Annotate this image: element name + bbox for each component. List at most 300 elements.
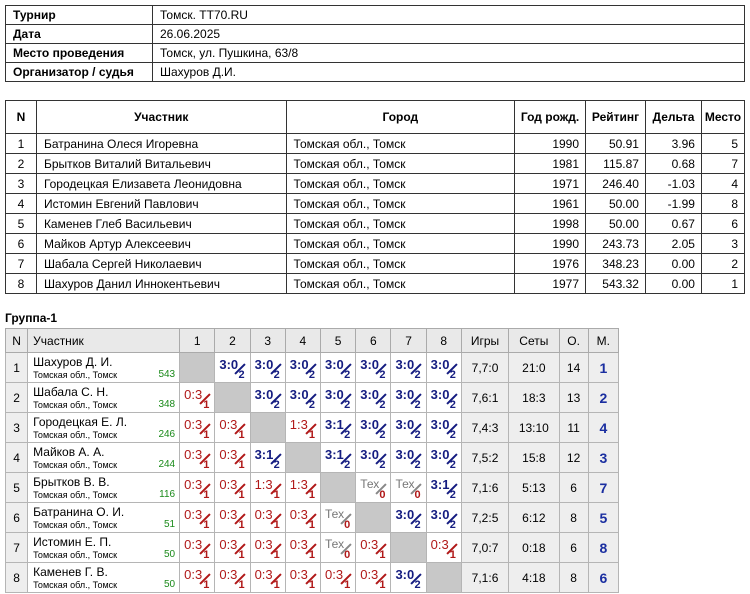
match-points: 0 [344, 519, 351, 531]
match-cell[interactable] [426, 473, 461, 503]
match-points: 2 [344, 459, 351, 471]
match-cell[interactable] [356, 443, 391, 473]
cross-row [6, 503, 619, 533]
cross-points: 6 [559, 533, 588, 563]
match-points: 1 [308, 519, 315, 531]
match-points: 1 [308, 579, 315, 591]
match-result: Тех [360, 477, 380, 491]
cross-player-rating: 50 [164, 549, 176, 560]
cross-sets: 13:10 [509, 413, 559, 443]
match-points: 1 [203, 399, 210, 411]
match-points: 1 [273, 579, 280, 591]
cross-row-number: 5 [6, 473, 28, 503]
match-result: 3:0 [430, 417, 450, 432]
match-cell[interactable] [356, 473, 391, 503]
match-result: 0:3 [219, 417, 238, 432]
match-points: 2 [273, 369, 280, 381]
match-cell[interactable] [285, 473, 320, 503]
match-score [391, 443, 425, 472]
players-cell: Томская обл., Томск [286, 194, 515, 214]
match-points: 1 [238, 459, 245, 471]
match-score [391, 503, 425, 532]
match-cell[interactable] [321, 503, 356, 533]
players-cell: 5 [701, 134, 744, 154]
match-score [251, 353, 285, 382]
cross-row-number: 7 [6, 533, 28, 563]
match-cell[interactable] [426, 353, 461, 383]
match-points: 2 [273, 399, 280, 411]
match-cell[interactable] [285, 383, 320, 413]
match-score [286, 473, 320, 502]
match-cell[interactable] [356, 533, 391, 563]
group-title: Группа-1 [5, 311, 58, 325]
match-cell[interactable] [180, 563, 215, 593]
cross-header-col: 4 [285, 329, 320, 353]
players-cell: 1977 [515, 274, 586, 294]
players-cell: 6 [701, 214, 744, 234]
cross-place: 2 [588, 383, 618, 413]
match-cell[interactable] [426, 413, 461, 443]
match-result: 3:0 [430, 357, 450, 372]
match-score [321, 533, 355, 562]
match-points: 2 [273, 459, 280, 471]
match-cell[interactable] [180, 443, 215, 473]
match-points: 1 [203, 459, 210, 471]
match-score [286, 413, 320, 442]
info-row [6, 63, 745, 82]
match-cell[interactable] [285, 533, 320, 563]
cross-player-name: Шахуров Д. И. [33, 355, 113, 369]
match-cell[interactable] [250, 563, 285, 593]
match-result: 0:3 [289, 507, 308, 522]
players-cell: Майков Артур Алексеевич [36, 234, 286, 254]
match-cell[interactable] [356, 413, 391, 443]
cross-player-rating: 116 [159, 489, 176, 500]
cross-row-number: 1 [6, 353, 28, 383]
match-result: 3:0 [395, 357, 415, 372]
players-cell: -1.03 [645, 174, 701, 194]
match-cell[interactable] [391, 503, 426, 533]
match-cell[interactable] [426, 533, 461, 563]
match-score [356, 353, 390, 382]
cross-diagonal [180, 353, 215, 383]
match-score [427, 533, 461, 562]
cross-points: 14 [559, 353, 588, 383]
match-cell[interactable] [215, 533, 250, 563]
cross-row [6, 353, 619, 383]
match-result: Тех [395, 477, 415, 491]
match-points: 1 [203, 429, 210, 441]
match-score [321, 443, 355, 472]
match-score [427, 353, 461, 382]
match-result: 3:0 [395, 447, 415, 462]
match-points: 2 [238, 369, 245, 381]
cross-sets: 18:3 [509, 383, 559, 413]
match-cell[interactable] [321, 563, 356, 593]
match-score [321, 563, 355, 592]
match-cell[interactable] [391, 353, 426, 383]
cross-row-number: 2 [6, 383, 28, 413]
match-cell[interactable] [426, 443, 461, 473]
crosstable [5, 328, 619, 593]
match-result: 3:0 [395, 567, 415, 582]
match-score [215, 413, 249, 442]
match-score [180, 533, 214, 562]
match-cell[interactable] [250, 353, 285, 383]
match-points: 2 [449, 429, 456, 441]
players-header: Место [701, 101, 744, 134]
players-cell: 0.68 [645, 154, 701, 174]
match-points: 2 [449, 489, 456, 501]
match-result: 3:0 [430, 507, 450, 522]
players-cell: 1 [701, 274, 744, 294]
match-result: 1:3 [289, 477, 308, 492]
match-result: 3:0 [289, 387, 309, 402]
cross-header-col: 5 [321, 329, 356, 353]
tournament-info-table [5, 5, 745, 82]
match-cell[interactable] [250, 473, 285, 503]
match-cell[interactable] [180, 533, 215, 563]
players-row [6, 254, 745, 274]
match-result: 0:3 [430, 537, 449, 552]
match-result: 0:3 [254, 507, 273, 522]
players-header: Год рожд. [515, 101, 586, 134]
cross-player-city: Томская обл., Томск [33, 520, 118, 530]
cross-sets: 4:18 [509, 563, 559, 593]
match-score [286, 353, 320, 382]
match-score [391, 473, 425, 502]
cross-row [6, 533, 619, 563]
match-cell[interactable] [215, 353, 250, 383]
cross-points: 13 [559, 383, 588, 413]
match-result: 3:0 [360, 417, 380, 432]
match-result: 0:3 [219, 567, 238, 582]
match-cell[interactable] [180, 413, 215, 443]
cross-player-rating: 246 [158, 429, 176, 440]
match-score [251, 503, 285, 532]
match-cell[interactable] [285, 353, 320, 383]
cross-row [6, 383, 619, 413]
match-score [286, 383, 320, 412]
players-cell: 1981 [515, 154, 586, 174]
match-points: 2 [308, 399, 315, 411]
match-points: 0 [379, 489, 386, 501]
players-cell: 7 [701, 154, 744, 174]
players-row [6, 274, 745, 294]
cross-diagonal [285, 443, 320, 473]
info-value: Томск. TT70.RU [153, 6, 745, 25]
cross-sets: 6:12 [509, 503, 559, 533]
match-points: 1 [238, 429, 245, 441]
match-result: 3:0 [289, 357, 309, 372]
cross-player-name: Шабала С. Н. [33, 385, 109, 399]
info-value: 26.06.2025 [153, 25, 745, 44]
match-result: 3:0 [430, 447, 450, 462]
match-result: 3:0 [219, 357, 239, 372]
players-header: N [6, 101, 37, 134]
match-points: 1 [379, 549, 386, 561]
cross-header-n: N [6, 329, 28, 353]
cross-row [6, 443, 619, 473]
cross-player [28, 503, 180, 533]
players-row [6, 194, 745, 214]
participants-table [5, 100, 745, 294]
match-result: 3:0 [254, 357, 274, 372]
match-cell[interactable] [356, 353, 391, 383]
cross-games: 7,4:3 [461, 413, 508, 443]
match-result: 0:3 [184, 417, 203, 432]
match-points: 1 [308, 549, 315, 561]
match-score [286, 533, 320, 562]
match-points: 1 [203, 549, 210, 561]
match-score [215, 563, 249, 592]
cross-header-col: 6 [356, 329, 391, 353]
cross-place: 5 [588, 503, 618, 533]
cross-place: 4 [588, 413, 618, 443]
players-cell: 1990 [515, 234, 586, 254]
cross-diagonal [356, 503, 391, 533]
cross-header-name: Участник [28, 329, 180, 353]
match-score [215, 503, 249, 532]
players-cell: 3 [701, 234, 744, 254]
match-cell[interactable] [180, 383, 215, 413]
cross-games: 7,7:0 [461, 353, 508, 383]
match-result: 3:0 [395, 507, 415, 522]
cross-player-city: Томская обл., Томск [33, 580, 118, 590]
match-score [215, 443, 249, 472]
cross-header-points: О. [559, 329, 588, 353]
match-points: 1 [203, 579, 210, 591]
cross-sets: 21:0 [509, 353, 559, 383]
players-header: Дельта [645, 101, 701, 134]
cross-diagonal [391, 533, 426, 563]
match-result: 0:3 [219, 477, 238, 492]
cross-player-name: Истомин Е. П. [33, 535, 112, 549]
match-points: 2 [308, 369, 315, 381]
cross-header-col: 2 [215, 329, 250, 353]
match-cell[interactable] [215, 413, 250, 443]
match-cell[interactable] [321, 353, 356, 383]
players-cell: Томская обл., Томск [286, 254, 515, 274]
cross-player-city: Томская обл., Томск [33, 400, 118, 410]
players-row [6, 134, 745, 154]
match-result: 0:3 [325, 567, 344, 582]
match-cell[interactable] [356, 563, 391, 593]
match-result: 1:3 [289, 417, 308, 432]
match-cell[interactable] [356, 383, 391, 413]
match-cell[interactable] [426, 383, 461, 413]
players-cell: 1961 [515, 194, 586, 214]
cross-player [28, 473, 180, 503]
match-cell[interactable] [321, 443, 356, 473]
match-points: 2 [414, 429, 421, 441]
match-cell[interactable] [180, 473, 215, 503]
players-row [6, 234, 745, 254]
players-cell: 1971 [515, 174, 586, 194]
cross-row [6, 413, 619, 443]
cross-row-number: 6 [6, 503, 28, 533]
cross-player [28, 563, 180, 593]
match-cell[interactable] [391, 473, 426, 503]
info-value: Шахуров Д.И. [153, 63, 745, 82]
match-cell[interactable] [391, 563, 426, 593]
cross-header-col: 3 [250, 329, 285, 353]
match-cell[interactable] [250, 383, 285, 413]
cross-player-name: Брытков В. В. [33, 475, 110, 489]
players-cell: Городецкая Елизавета Леонидовна [36, 174, 286, 194]
match-points: 1 [308, 489, 315, 501]
match-cell[interactable] [250, 503, 285, 533]
info-key: Турнир [6, 6, 153, 25]
match-score [356, 533, 390, 562]
match-points: 1 [273, 489, 280, 501]
match-cell[interactable] [321, 533, 356, 563]
cross-player-city: Томская обл., Томск [33, 490, 118, 500]
match-cell[interactable] [321, 413, 356, 443]
match-score [251, 383, 285, 412]
cross-row-number: 4 [6, 443, 28, 473]
match-cell[interactable] [321, 383, 356, 413]
match-points: 1 [273, 549, 280, 561]
players-cell: 4 [701, 174, 744, 194]
match-cell[interactable] [391, 383, 426, 413]
cross-diagonal [321, 473, 356, 503]
cross-player-rating: 543 [158, 369, 176, 380]
cross-player-rating: 244 [158, 459, 176, 470]
players-cell: 1998 [515, 214, 586, 234]
match-points: 2 [414, 399, 421, 411]
match-score [391, 383, 425, 412]
players-cell: 243.73 [586, 234, 646, 254]
info-key: Место проведения [6, 44, 153, 63]
match-result: 0:3 [360, 567, 379, 582]
match-points: 2 [449, 369, 456, 381]
cross-header-sets: Сеты [509, 329, 559, 353]
match-points: 1 [238, 579, 245, 591]
cross-header-col: 1 [180, 329, 215, 353]
match-result: 3:0 [430, 387, 450, 402]
cross-player-rating: 348 [158, 399, 176, 410]
match-result: 3:0 [360, 387, 380, 402]
players-cell: 0.00 [645, 254, 701, 274]
match-result: 0:3 [289, 567, 308, 582]
match-cell[interactable] [391, 413, 426, 443]
match-score [427, 383, 461, 412]
cross-header-col: 7 [391, 329, 426, 353]
players-cell: 115.87 [586, 154, 646, 174]
match-cell[interactable] [426, 503, 461, 533]
match-score [180, 563, 214, 592]
match-result: 1:3 [254, 477, 273, 492]
match-score [251, 443, 285, 472]
match-result: Тех [325, 537, 345, 551]
match-cell[interactable] [215, 443, 250, 473]
match-result: 3:0 [360, 357, 380, 372]
players-cell: Томская обл., Томск [286, 274, 515, 294]
cross-games: 7,1:6 [461, 563, 508, 593]
match-result: 3:0 [325, 387, 344, 402]
match-points: 2 [414, 519, 421, 531]
match-score [427, 443, 461, 472]
match-score [356, 473, 390, 502]
match-points: 1 [344, 579, 351, 591]
match-points: 2 [414, 459, 421, 471]
match-cell[interactable] [180, 503, 215, 533]
cross-place: 8 [588, 533, 618, 563]
cross-games: 7,1:6 [461, 473, 508, 503]
match-points: 2 [379, 399, 386, 411]
cross-points: 8 [559, 563, 588, 593]
players-cell: 246.40 [586, 174, 646, 194]
players-cell: 0.00 [645, 274, 701, 294]
cross-diagonal [250, 413, 285, 443]
cross-games: 7,6:1 [461, 383, 508, 413]
match-score [251, 563, 285, 592]
match-result: 3:1 [325, 417, 344, 432]
match-score [356, 383, 390, 412]
match-score [215, 473, 249, 502]
match-result: 3:0 [395, 417, 415, 432]
cross-header-col: 8 [426, 329, 461, 353]
match-points: 2 [414, 369, 421, 381]
info-row [6, 25, 745, 44]
match-cell[interactable] [215, 503, 250, 533]
match-cell[interactable] [250, 533, 285, 563]
cross-games: 7,0:7 [461, 533, 508, 563]
players-cell: 543.32 [586, 274, 646, 294]
players-cell: 50.00 [586, 194, 646, 214]
cross-place: 7 [588, 473, 618, 503]
players-cell: Истомин Евгений Павлович [36, 194, 286, 214]
match-points: 1 [273, 519, 280, 531]
players-cell: Батранина Олеся Игоревна [36, 134, 286, 154]
match-points: 2 [344, 399, 351, 411]
match-score [215, 533, 249, 562]
match-result: 0:3 [254, 567, 273, 582]
cross-player-rating: 50 [164, 579, 176, 590]
cross-player-name: Каменев Г. В. [33, 565, 108, 579]
match-cell[interactable] [391, 443, 426, 473]
cross-player [28, 353, 180, 383]
players-cell: Томская обл., Томск [286, 134, 515, 154]
cross-player-name: Батранина О. И. [33, 505, 125, 519]
match-score [427, 503, 461, 532]
match-result: 0:3 [360, 537, 379, 552]
players-cell: 1 [6, 134, 37, 154]
match-cell[interactable] [285, 503, 320, 533]
match-points: 2 [449, 459, 456, 471]
match-points: 2 [449, 519, 456, 531]
match-result: 0:3 [184, 567, 203, 582]
match-cell[interactable] [215, 563, 250, 593]
cross-points: 11 [559, 413, 588, 443]
players-header: Участник [36, 101, 286, 134]
match-cell[interactable] [215, 473, 250, 503]
match-cell[interactable] [250, 443, 285, 473]
match-cell[interactable] [285, 413, 320, 443]
cross-place: 6 [588, 563, 618, 593]
cross-sets: 5:13 [509, 473, 559, 503]
match-points: 2 [379, 429, 386, 441]
match-result: 0:3 [184, 477, 203, 492]
match-cell[interactable] [285, 563, 320, 593]
match-score [391, 563, 425, 592]
players-cell: -1.99 [645, 194, 701, 214]
players-cell: 7 [6, 254, 37, 274]
cross-place: 3 [588, 443, 618, 473]
match-points: 1 [203, 519, 210, 531]
players-row [6, 154, 745, 174]
